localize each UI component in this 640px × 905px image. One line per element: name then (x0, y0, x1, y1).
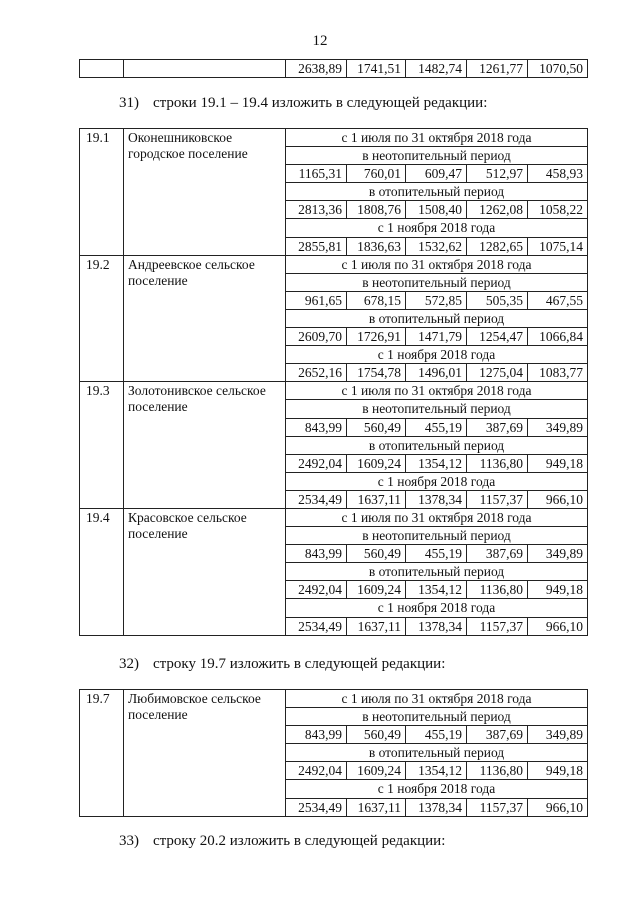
period-label: с 1 ноября 2018 года (286, 472, 588, 490)
value-cell: 1609,24 (347, 454, 406, 472)
value-cell: 467,55 (528, 291, 588, 309)
value-cell: 966,10 (528, 798, 588, 816)
value-cell: 949,18 (528, 581, 588, 599)
value-cell: 1726,91 (347, 328, 406, 346)
period-label: с 1 ноября 2018 года (286, 599, 588, 617)
value-cell: 2534,49 (286, 617, 347, 635)
value-cell: 1741,51 (347, 60, 406, 78)
value-cell: 678,15 (347, 291, 406, 309)
period-label: в отопительный период (286, 436, 588, 454)
value-cell: 1808,76 (347, 201, 406, 219)
table-row (80, 508, 588, 526)
value-cell: 966,10 (528, 617, 588, 635)
value-cell: 2652,16 (286, 364, 347, 382)
row-code: 19.3 (80, 382, 124, 509)
value-cell: 2638,89 (286, 60, 347, 78)
period-label: в отопительный период (286, 744, 588, 762)
value-cell: 1378,34 (406, 490, 467, 508)
value-cell: 2609,70 (286, 328, 347, 346)
value-cell: 349,89 (528, 545, 588, 563)
value-cell: 1157,37 (467, 617, 528, 635)
table-row (80, 382, 588, 400)
value-cell: 1637,11 (347, 798, 406, 816)
value-cell: 2492,04 (286, 762, 347, 780)
value-cell: 1609,24 (347, 762, 406, 780)
tariff-table (79, 128, 588, 636)
value-cell: 1637,11 (347, 617, 406, 635)
value-cell: 1496,01 (406, 364, 467, 382)
value-cell: 1378,34 (406, 617, 467, 635)
value-cell: 843,99 (286, 726, 347, 744)
settlement-name: Оконешниковское городское поселение (124, 129, 286, 256)
value-cell: 1070,50 (528, 60, 588, 78)
value-cell: 1354,12 (406, 454, 467, 472)
value-cell: 455,19 (406, 418, 467, 436)
value-cell: 1136,80 (467, 454, 528, 472)
value-cell: 1165,31 (286, 165, 347, 183)
settlement-name: Красовское сельское поселение (124, 508, 286, 635)
value-cell: 961,65 (286, 291, 347, 309)
value-cell: 458,93 (528, 165, 588, 183)
period-label: в неотопительный период (286, 527, 588, 545)
value-cell: 387,69 (467, 418, 528, 436)
item-number: 32) (119, 656, 139, 672)
value-cell: 1262,08 (467, 201, 528, 219)
settlement-name: Андреевское сельское поселение (124, 255, 286, 382)
period-label: в отопительный период (286, 563, 588, 581)
value-cell: 1282,65 (467, 237, 528, 255)
item-32 (119, 656, 445, 673)
item-text: строку 19.7 изложить в следующей редакции: (153, 656, 446, 672)
value-cell: 1136,80 (467, 762, 528, 780)
period-label: с 1 июля по 31 октября 2018 года (286, 690, 588, 708)
period-label: с 1 ноября 2018 года (286, 346, 588, 364)
value-cell: 387,69 (467, 545, 528, 563)
continuation-table (79, 59, 588, 78)
value-cell: 1354,12 (406, 762, 467, 780)
value-cell: 1354,12 (406, 581, 467, 599)
value-cell: 2813,36 (286, 201, 347, 219)
item-number: 33) (119, 833, 139, 849)
value-cell: 1157,37 (467, 490, 528, 508)
period-label: с 1 ноября 2018 года (286, 780, 588, 798)
period-label: с 1 ноября 2018 года (286, 219, 588, 237)
value-cell: 387,69 (467, 726, 528, 744)
item-31 (119, 95, 487, 112)
value-cell: 572,85 (406, 291, 467, 309)
value-cell: 1471,79 (406, 328, 467, 346)
value-cell: 1836,63 (347, 237, 406, 255)
table-row (80, 690, 588, 708)
value-cell: 1083,77 (528, 364, 588, 382)
value-cell: 2492,04 (286, 454, 347, 472)
settlement-name: Золотонивское сельское поселение (124, 382, 286, 509)
value-cell: 1066,84 (528, 328, 588, 346)
value-cell: 512,97 (467, 165, 528, 183)
value-cell: 1754,78 (347, 364, 406, 382)
value-cell: 2492,04 (286, 581, 347, 599)
value-cell: 949,18 (528, 762, 588, 780)
value-cell: 1058,22 (528, 201, 588, 219)
value-cell: 1508,40 (406, 201, 467, 219)
table-row (80, 255, 588, 273)
period-label: с 1 июля по 31 октября 2018 года (286, 382, 588, 400)
period-label: с 1 июля по 31 октября 2018 года (286, 129, 588, 147)
period-label: в неотопительный период (286, 400, 588, 418)
period-label: с 1 июля по 31 октября 2018 года (286, 255, 588, 273)
name-cell (124, 60, 286, 78)
value-cell: 2855,81 (286, 237, 347, 255)
value-cell: 349,89 (528, 726, 588, 744)
value-cell: 2534,49 (286, 490, 347, 508)
value-cell: 560,49 (347, 418, 406, 436)
value-cell: 1609,24 (347, 581, 406, 599)
value-cell: 609,47 (406, 165, 467, 183)
value-cell: 1261,77 (467, 60, 528, 78)
value-cell: 1482,74 (406, 60, 467, 78)
value-cell: 349,89 (528, 418, 588, 436)
value-cell: 966,10 (528, 490, 588, 508)
table-row (80, 129, 588, 147)
period-label: в отопительный период (286, 183, 588, 201)
value-cell: 1075,14 (528, 237, 588, 255)
row-code: 19.2 (80, 255, 124, 382)
item-text: строки 19.1 – 19.4 изложить в следующей редакции: (153, 95, 488, 111)
tariff-table-19-7 (79, 689, 588, 817)
row-code: 19.1 (80, 129, 124, 256)
value-cell: 760,01 (347, 165, 406, 183)
page-number: 12 (312, 33, 328, 49)
value-cell: 2534,49 (286, 798, 347, 816)
value-cell: 1378,34 (406, 798, 467, 816)
row-code: 19.4 (80, 508, 124, 635)
value-cell: 843,99 (286, 418, 347, 436)
item-text: строку 20.2 изложить в следующей редакции: (153, 833, 446, 849)
value-cell: 1637,11 (347, 490, 406, 508)
value-cell: 505,35 (467, 291, 528, 309)
value-cell: 560,49 (347, 726, 406, 744)
period-label: в отопительный период (286, 309, 588, 327)
value-cell: 1157,37 (467, 798, 528, 816)
period-label: с 1 июля по 31 октября 2018 года (286, 508, 588, 526)
value-cell: 843,99 (286, 545, 347, 563)
value-cell: 560,49 (347, 545, 406, 563)
period-label: в неотопительный период (286, 708, 588, 726)
value-cell: 1136,80 (467, 581, 528, 599)
code-cell (80, 60, 124, 78)
period-label: в неотопительный период (286, 273, 588, 291)
value-cell: 949,18 (528, 454, 588, 472)
value-cell: 1254,47 (467, 328, 528, 346)
value-cell: 455,19 (406, 726, 467, 744)
row-code: 19.7 (80, 690, 124, 817)
settlement-name: Любимовское сельское поселение (124, 690, 286, 817)
item-33 (119, 833, 445, 850)
value-cell: 455,19 (406, 545, 467, 563)
item-number: 31) (119, 95, 139, 111)
value-cell: 1275,04 (467, 364, 528, 382)
period-label: в неотопительный период (286, 147, 588, 165)
table-row (80, 60, 588, 78)
value-cell: 1532,62 (406, 237, 467, 255)
